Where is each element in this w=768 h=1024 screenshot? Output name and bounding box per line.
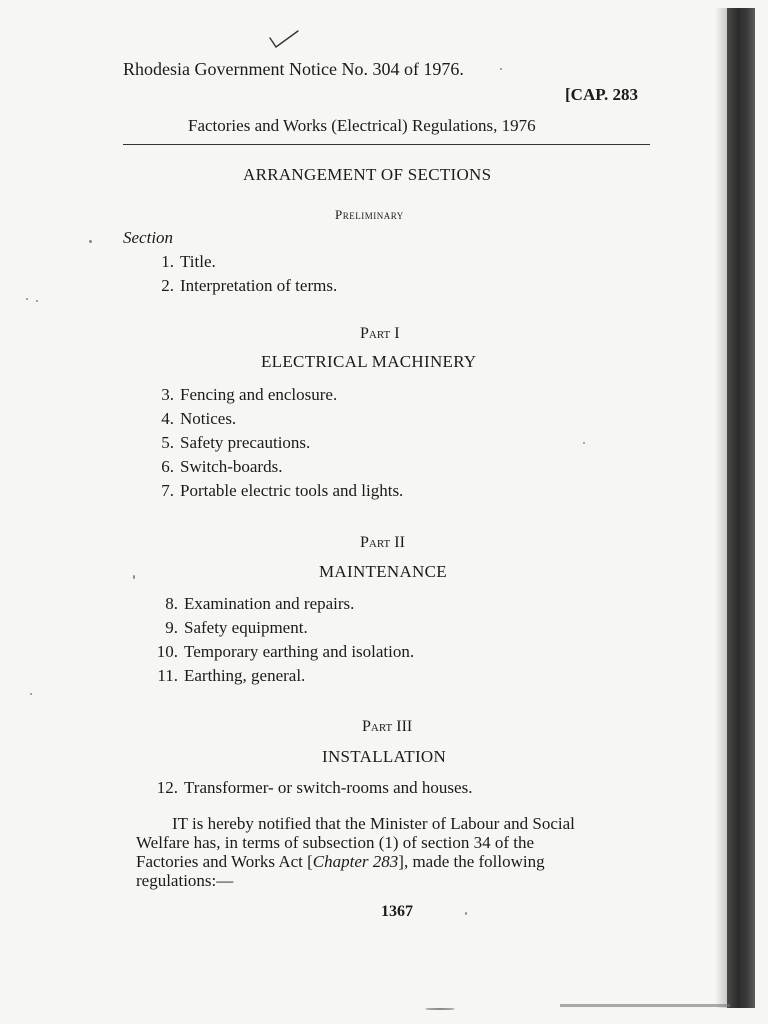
toc-item-number: 2.: [161, 276, 174, 295]
chapter-citation: Chapter 283: [312, 852, 399, 871]
paragraph-line: [136, 833, 661, 852]
paragraph-text: Factories and Works Act [: [136, 852, 313, 871]
toc-item-number: 5.: [161, 433, 174, 452]
toc-item-number: 4.: [161, 409, 174, 428]
toc-item-number: 3.: [161, 385, 174, 404]
part-name: INSTALLATION: [322, 747, 447, 766]
toc-item: [144, 779, 472, 796]
toc-item-number: 8.: [165, 594, 178, 613]
toc-item: [144, 643, 414, 660]
toc-item-number: 7.: [161, 481, 174, 500]
toc-item: [140, 458, 282, 475]
toc-item-number: 12.: [156, 778, 178, 797]
paragraph-text: regulations:—: [136, 871, 234, 890]
toc-item: [140, 482, 403, 499]
toc-item-text: Interpretation of terms.: [180, 276, 338, 295]
toc-item: [144, 619, 308, 636]
toc-item-text: Title.: [180, 252, 216, 271]
toc-item-text: Safety precautions.: [180, 433, 311, 452]
regulations-title: Factories and Works (Electrical) Regulations, 1976: [188, 116, 536, 135]
paragraph-line: [136, 871, 661, 890]
handwritten-tick-mark: [268, 28, 302, 50]
scan-speck: [133, 575, 135, 579]
toc-item: [144, 595, 354, 612]
paragraph-text: Welfare has, in terms of subsection (1) of section 34 of the: [136, 833, 535, 852]
part-label: Part III: [362, 718, 413, 735]
preliminary-heading: Preliminary: [335, 207, 404, 222]
arrangement-heading: ARRANGEMENT OF SECTIONS: [243, 165, 492, 184]
scan-speck: [36, 300, 38, 302]
scan-speck: [500, 68, 502, 70]
paragraph-line: [136, 852, 661, 871]
toc-item-number: 10.: [156, 642, 178, 661]
scan-speck: [89, 240, 92, 243]
toc-item-text: Examination and repairs.: [184, 594, 355, 613]
scan-smudge: [560, 1004, 730, 1007]
paragraph-text: IT is hereby notified that the Minister of Labour and Social: [172, 814, 575, 833]
scan-speck: [465, 912, 467, 915]
scan-speck: [425, 1008, 455, 1010]
toc-item-number: 6.: [161, 457, 174, 476]
paragraph-text-group: [136, 852, 545, 871]
toc-item-text: Notices.: [180, 409, 237, 428]
toc-item-text: Fencing and enclosure.: [180, 385, 338, 404]
enactment-paragraph: [136, 814, 661, 890]
toc-item-text: Temporary earthing and isolation.: [184, 642, 415, 661]
toc-item: [140, 386, 337, 403]
scan-speck: [583, 442, 585, 444]
header-divider: [123, 144, 650, 145]
paragraph-line: [136, 814, 661, 833]
scan-speck: [26, 298, 28, 300]
toc-item-text: Switch-boards.: [180, 457, 283, 476]
section-column-label: Section: [123, 228, 174, 247]
part-name: ELECTRICAL MACHINERY: [261, 352, 477, 371]
page-number: 1367: [381, 903, 413, 920]
paragraph-text: ], made the following: [398, 852, 545, 871]
government-notice-line: Rhodesia Government Notice No. 304 of 1976.: [123, 59, 464, 79]
toc-item-text: Portable electric tools and lights.: [180, 481, 404, 500]
toc-item-number: 9.: [165, 618, 178, 637]
toc-item: [144, 667, 305, 684]
chapter-reference: [CAP. 283: [565, 85, 639, 104]
toc-item: [140, 253, 216, 270]
part-label: Part II: [360, 534, 405, 551]
part-name: MAINTENANCE: [319, 562, 447, 581]
part-label: Part I: [360, 325, 400, 342]
scan-speck: [30, 693, 32, 695]
binding-shadow: [715, 8, 727, 1008]
toc-item-text: Transformer- or switch-rooms and houses.: [184, 778, 473, 797]
toc-item: [140, 410, 236, 427]
toc-item-text: Earthing, general.: [184, 666, 306, 685]
book-binding-edge: [727, 8, 755, 1008]
toc-item: [140, 277, 337, 294]
toc-item-number: 11.: [157, 666, 178, 685]
toc-item-number: 1.: [161, 252, 174, 271]
toc-item-text: Safety equipment.: [184, 618, 308, 637]
toc-item: [140, 434, 310, 451]
